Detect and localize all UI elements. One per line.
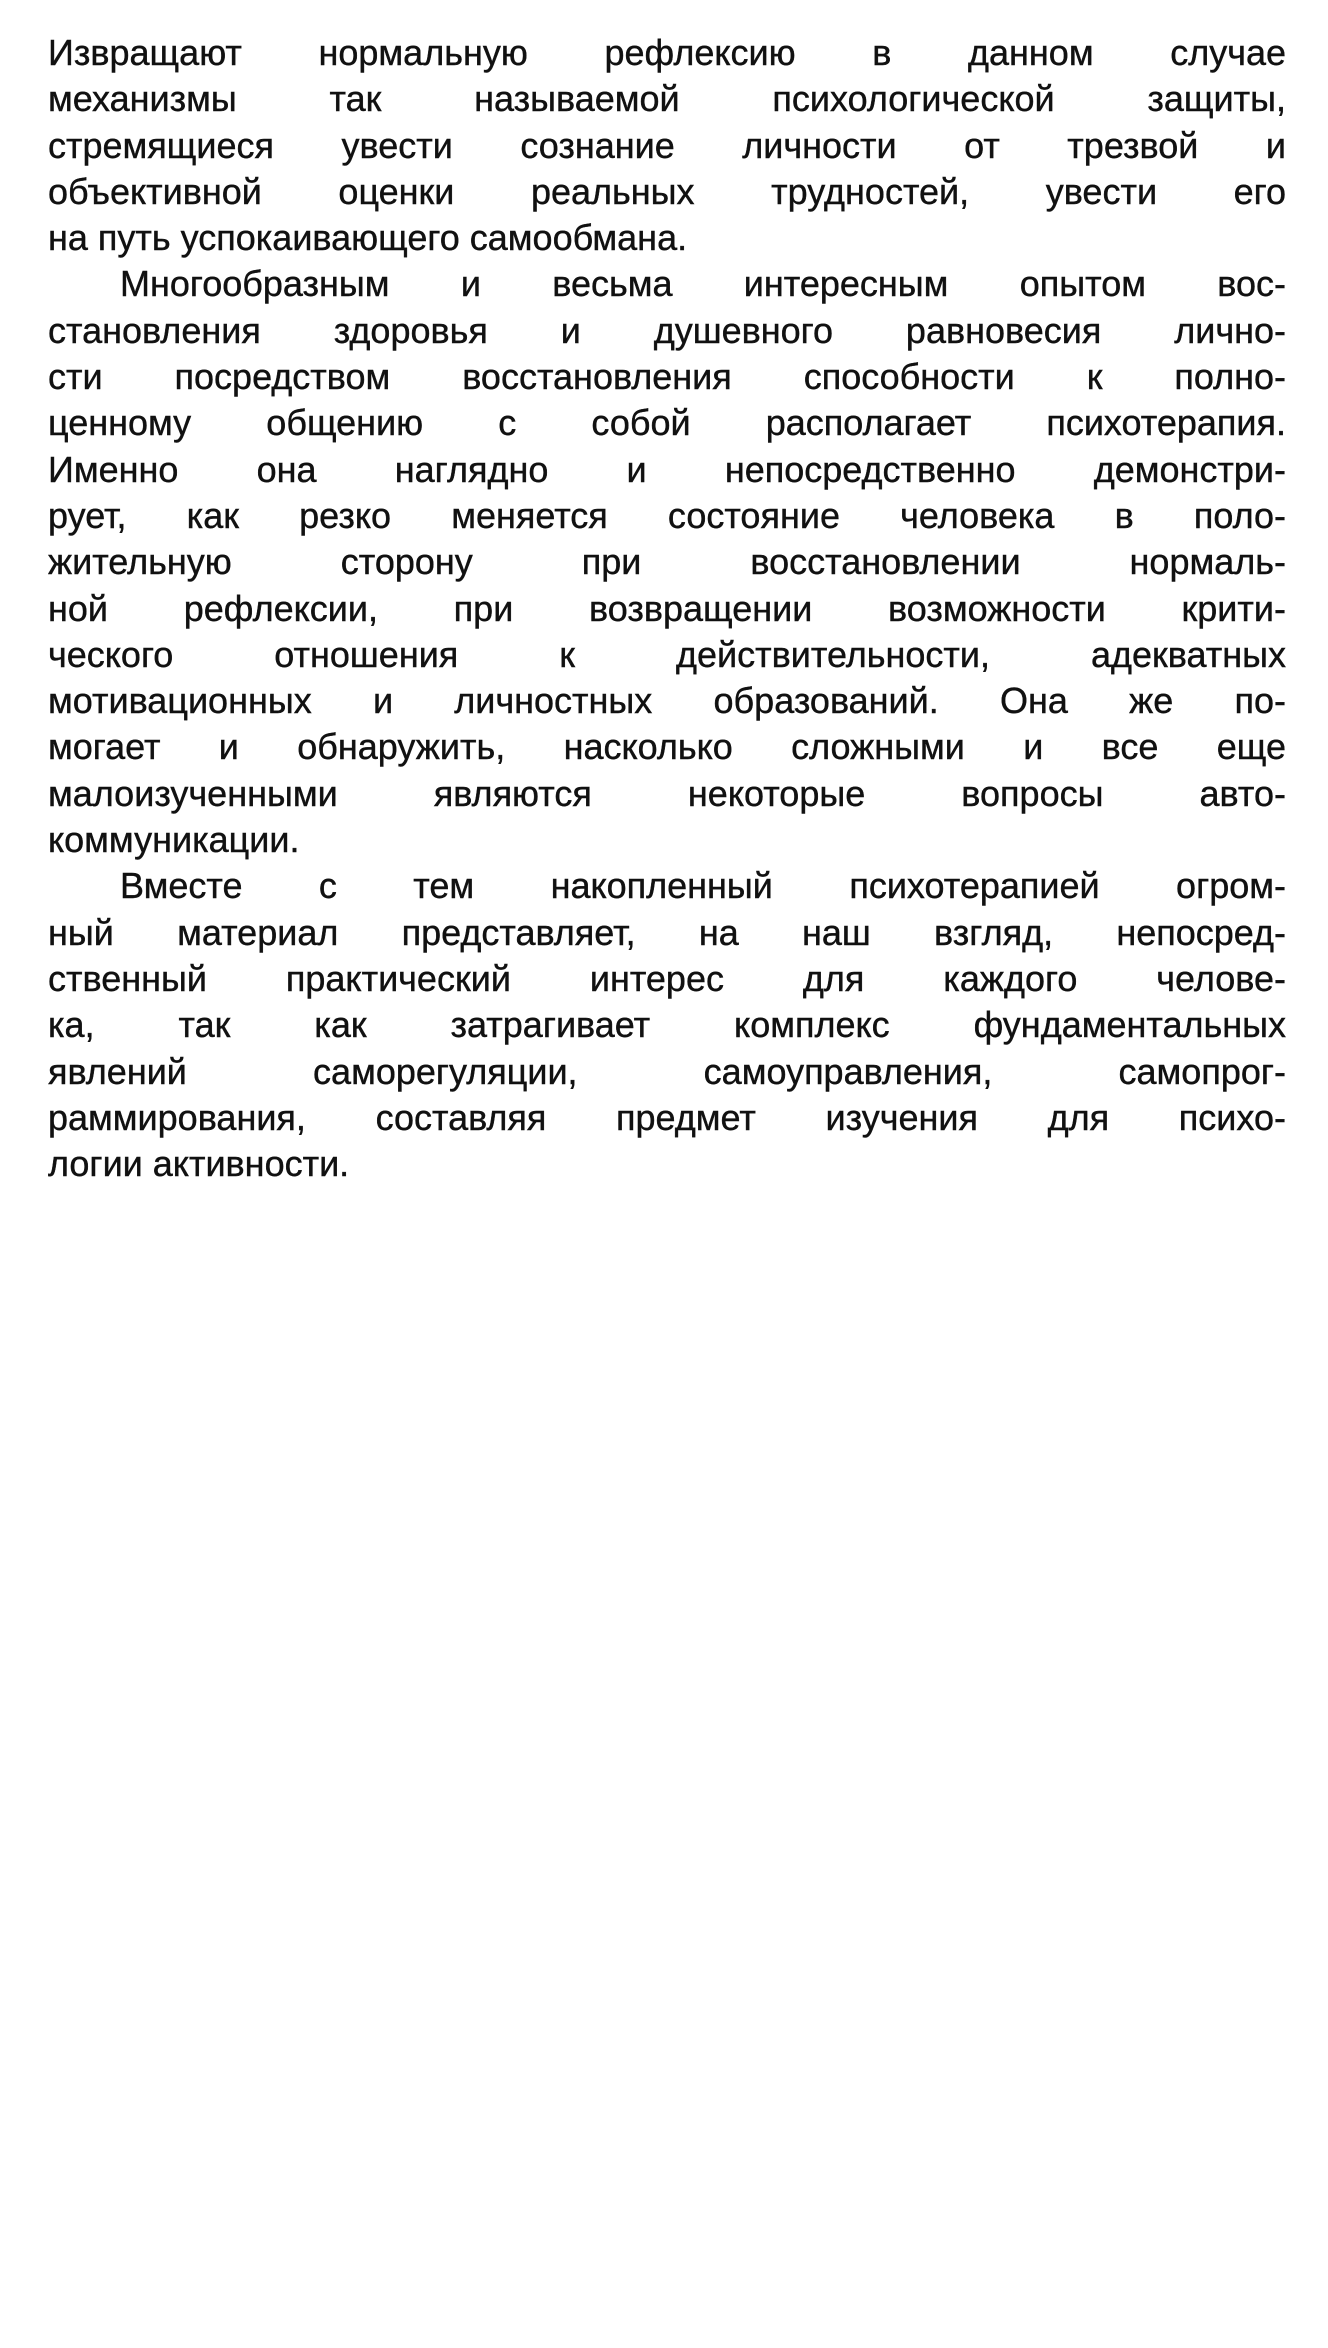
text-line: ка, так как затрагивает комплекс фундаментальных — [48, 1004, 1286, 1046]
text-line: ной рефлексии, при возвращении возможности крити- — [48, 587, 1286, 629]
text-line: механизмы так называемой психологической защиты, — [48, 78, 1286, 120]
text-line: раммирования, составляя предмет изучения для психо- — [48, 1096, 1286, 1138]
text-line: ный материал представляет, на наш взгляд, непосред- — [48, 911, 1286, 953]
text-line: жительную сторону при восстановлении нормаль- — [48, 541, 1286, 583]
text-line: становления здоровья и душевного равновесия лично- — [48, 309, 1286, 351]
paragraph-1 — [48, 30, 1286, 261]
text-line: Вместе с тем накопленный психотерапией огром- — [120, 865, 1286, 907]
paragraph-3 — [48, 863, 1286, 1187]
text-line: мотивационных и личностных образований. Она же по- — [48, 680, 1286, 722]
text-line: ценному общению с собой располагает психотерапия. — [48, 402, 1286, 444]
text-line: Многообразным и весьма интересным опытом вос- — [120, 263, 1286, 305]
text-line: ческого отношения к действительности, адекватных — [48, 633, 1286, 675]
text-line: сти посредством восстановления способности к полно- — [48, 356, 1286, 398]
text-line: явлений саморегуляции, самоуправления, самопрог- — [48, 1050, 1286, 1092]
text-line: коммуникации. — [48, 819, 300, 861]
text-line: на путь успокаивающего самообмана. — [48, 217, 688, 259]
text-line: Именно она наглядно и непосредственно демонстри- — [48, 448, 1286, 490]
text-line: стремящиеся увести сознание личности от трезвой и — [48, 124, 1286, 166]
text-line: логии активности. — [48, 1143, 350, 1185]
document-page — [48, 30, 1286, 1187]
text-line: объективной оценки реальных трудностей, увести его — [48, 170, 1286, 212]
text-line: рует, как резко меняется состояние человека в поло- — [48, 494, 1286, 536]
text-line: ственный практический интерес для каждого челове- — [48, 957, 1286, 999]
paragraph-2 — [48, 261, 1286, 863]
text-line: Извращают нормальную рефлексию в данном случае — [48, 32, 1286, 73]
text-line: малоизученными являются некоторые вопросы авто- — [48, 772, 1286, 814]
text-line: могает и обнаружить, насколько сложными и все еще — [48, 726, 1286, 768]
